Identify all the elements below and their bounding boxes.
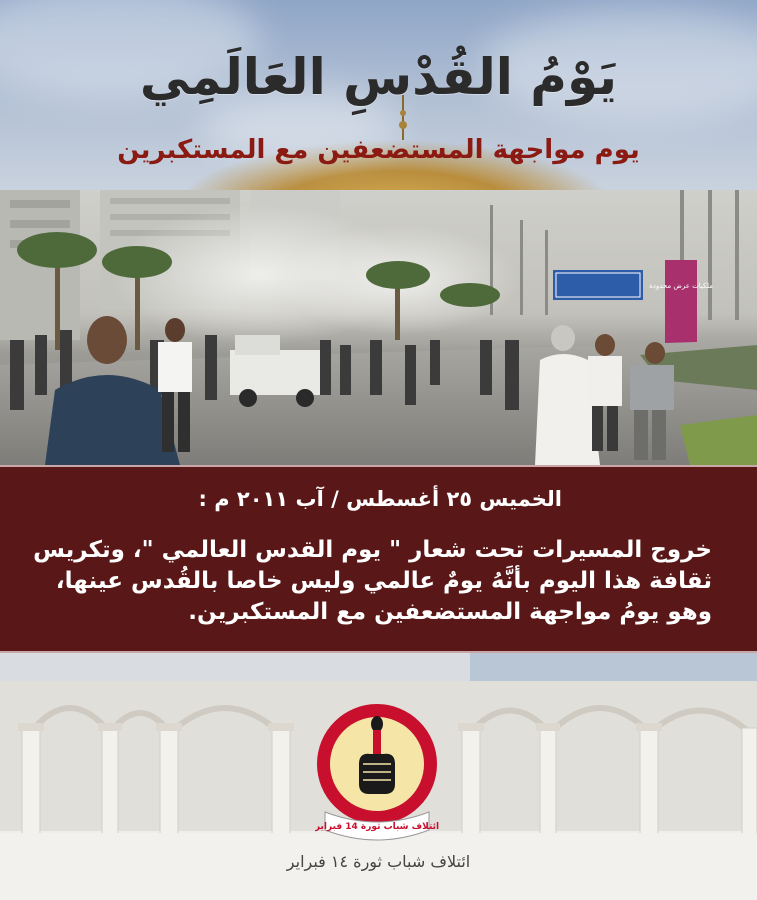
page-subtitle: يوم مواجهة المستضعفين مع المستكبرين bbox=[117, 135, 640, 165]
event-date: الخميس ٢٥ أغسطس / آب ٢٠١١ م : bbox=[198, 487, 562, 511]
header-banner bbox=[0, 0, 757, 190]
page-title: يَوْمُ القُدْسِ العَالَمِي bbox=[139, 48, 618, 106]
coalition-emblem-logo bbox=[315, 702, 439, 852]
info-band bbox=[0, 465, 757, 653]
mosque-arcade-section bbox=[0, 653, 757, 900]
billboard-text: ملكيات عرض محدودة bbox=[649, 282, 713, 290]
event-description: خروج المسيرات تحت شعار " يوم القدس العالمي "، وتكريس ثقافة هذا اليوم بأنَّهُ يومٌ عالمي وليس خاصا بالقُدس عينها، وهو يومُ مواجهة المستضعفين مع المستكبرين. bbox=[33, 537, 712, 625]
coalition-name: ائتلاف شباب ثورة ١٤ فبراير bbox=[286, 852, 471, 871]
protest-scene-image bbox=[0, 190, 757, 465]
emblem-banner-text: ائتلاف شباب ثورة 14 فبراير bbox=[315, 822, 439, 832]
protest-photo bbox=[0, 190, 757, 465]
